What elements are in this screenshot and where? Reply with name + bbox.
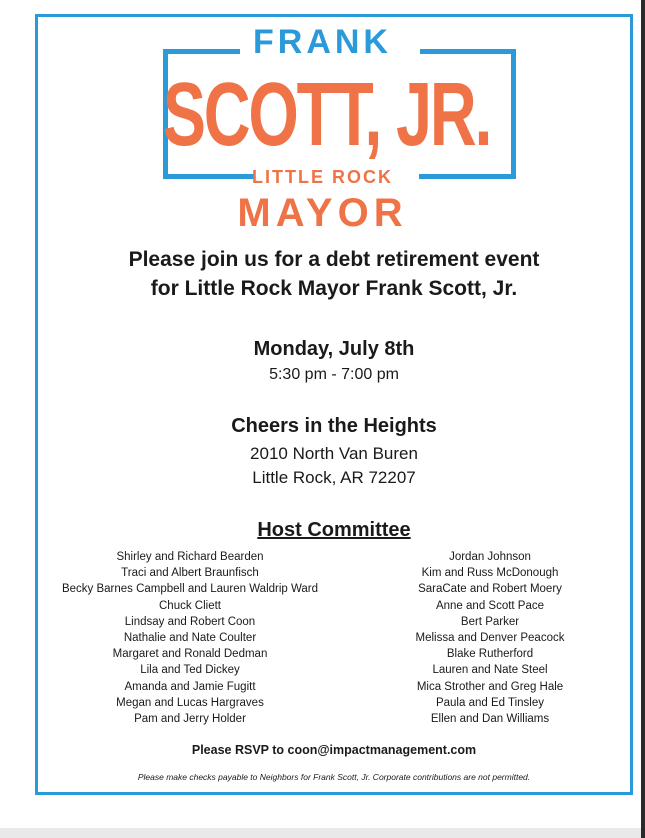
address-line-1: 2010 North Van Buren: [250, 444, 418, 463]
host-list-right: [340, 549, 640, 727]
rsvp-line: Please RSVP to coon@impactmanagement.com: [191, 743, 477, 757]
host-item: Paula and Ed Tinsley: [435, 696, 545, 709]
host-item: Margaret and Ronald Dedman: [112, 648, 268, 661]
address-line-2: Little Rock, AR 72207: [252, 468, 416, 487]
event-venue: Cheers in the Heights: [231, 415, 437, 437]
host-item: Melissa and Denver Peacock: [415, 632, 565, 645]
contribution-disclaimer: Please make checks payable to Neighbors for Frank Scott, Jr. Corporate contributions are not permitted.: [137, 772, 531, 782]
host-item: Shirley and Richard Bearden: [116, 551, 264, 563]
host-item: Amanda and Jamie Fugitt: [124, 680, 256, 693]
invitation-line-2: for Little Rock Mayor Frank Scott, Jr.: [150, 277, 518, 300]
event-time: 5:30 pm - 7:00 pm: [269, 366, 399, 383]
event-date: Monday, July 8th: [253, 338, 415, 360]
host-item: SaraCate and Robert Moery: [418, 583, 562, 596]
host-item: Becky Barnes Campbell and Lauren Waldrip Ward: [61, 583, 319, 596]
host-item: Pam and Jerry Holder: [134, 713, 246, 726]
host-item: Lindsay and Robert Coon: [124, 615, 256, 628]
host-item: Chuck Cliett: [159, 599, 221, 612]
host-item: Lila and Ted Dickey: [140, 664, 240, 677]
host-list-left: [40, 549, 340, 727]
host-item: Mica Strother and Greg Hale: [416, 680, 564, 693]
logo-city: LITTLE ROCK: [252, 167, 393, 187]
host-item: Bert Parker: [460, 615, 520, 628]
host-committee-heading: Host Committee: [257, 519, 411, 541]
logo-office: MAYOR: [237, 191, 408, 235]
host-item: Ellen and Dan Williams: [430, 713, 550, 726]
host-item: Megan and Lucas Hargraves: [116, 696, 264, 709]
host-item: Kim and Russ McDonough: [421, 567, 559, 580]
logo-last-name: SCOTT, JR.: [162, 65, 491, 165]
page-edge: [641, 0, 645, 838]
host-item: Anne and Scott Pace: [435, 599, 545, 612]
host-item: Nathalie and Nate Coulter: [123, 632, 257, 645]
invitation-text: [35, 245, 633, 303]
host-item: Traci and Albert Braunfisch: [121, 567, 259, 580]
host-item: Jordan Johnson: [449, 551, 531, 563]
host-item: Blake Rutherford: [446, 648, 534, 661]
event-address: [35, 442, 633, 490]
host-item: Lauren and Nate Steel: [432, 664, 548, 677]
logo-first-name: FRANK: [253, 23, 392, 61]
invitation-line-1: Please join us for a debt retirement event: [128, 248, 540, 271]
